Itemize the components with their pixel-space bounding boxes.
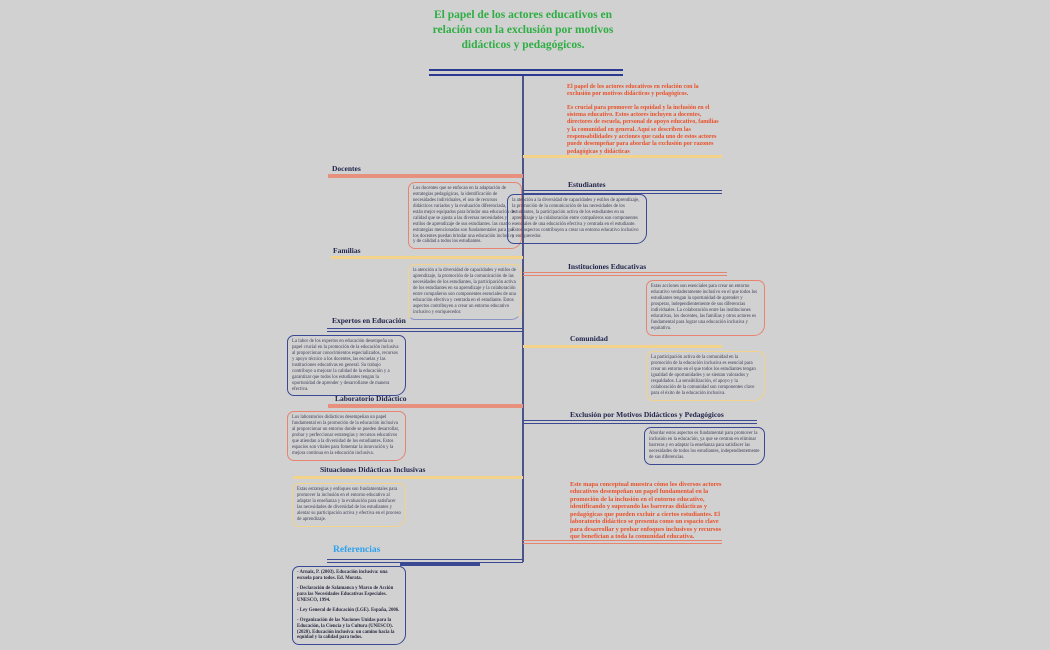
node-note-laboratorio[interactable]: Los laboratorios didácticos desempeñan un papel fundamental en la promoción de la educación inclusiva al proporcionar un entorno donde se pueden desarrollar, probar y perfeccionar estrategias y recursos educativos que atiendan a la diversidad de los estudiantes. Estos espacios son vitales para fomentar la innovación y la mejora continua en la educación inclusiva.: [287, 411, 406, 461]
reference-item: - Declaración de Salamanca y Marco de Acción para las Necesidades Educativas Especiales. UNESCO, 1994.: [297, 585, 394, 603]
reference-item: - Ley General de Educación (LGE). España, 2006.: [297, 607, 400, 613]
node-note-familias[interactable]: la atención a la diversidad de capacidades y estilos de aprendizaje, la promoción de la comunicación de las necesidades de los estudiantes, la participación activa de los estudiantes en su aprendizaje y la colaboración entre compañeros son componentes esenciales de una educación efectiva y centrada en el estudiante. Estos aspectos contribuyen a crear un entorno educativo inclusivo y enriquecedor.: [408, 264, 522, 320]
reference-item: - Organización de las Naciones Unidas para la Educación, la Ciencia y la Cultura (UNESCO). (2020). Educación inclusiva: un camino hacia la equidad y la calidad para todos.: [297, 617, 395, 641]
central-topic-title[interactable]: El papel de los actores educativos en relación con la exclusión por motivos didácticos y pedagógicos.: [432, 9, 614, 51]
node-label-exclusion[interactable]: Exclusión por Motivos Didácticos y Pedagógicos: [570, 410, 724, 419]
map-spine-line: [522, 76, 524, 562]
node-note-situaciones[interactable]: Estas estrategias y enfoques son fundamentales para promover la inclusión en el entorno educativo al adaptar la enseñanza y la evaluación para satisfacer las necesidades de diversidad de los estudiantes y alentar su participación activa y efectiva en el proceso de aprendizaje.: [292, 483, 406, 527]
intro-heading: El papel de los actores educativos en relación con la exclusión por motivos didácticos y pedagógicos.: [567, 84, 699, 98]
node-note-comunidad[interactable]: La participación activa de la comunidad en la promoción de la educación inclusiva es esencial para crear un entorno en el que todos los estudiantes tengan igualdad de oportunidades y se sientan valorados y respaldados. La sensibilización, el apoyo y la colaboración de la comunidad son componentes clave para el éxito de la educación inclusiva.: [646, 351, 765, 401]
node-label-situaciones[interactable]: Situaciones Didácticas Inclusivas: [320, 465, 426, 474]
node-label-referencias[interactable]: Referencias: [333, 545, 381, 555]
branch-line-docentes: [328, 174, 523, 178]
title-underline: [429, 69, 623, 76]
branch-line-comunidad: [523, 345, 722, 348]
branch-line-familias: [331, 256, 523, 259]
branch-line-conclusion: [523, 540, 722, 544]
reference-item: - Arnaiz, P. (2003). Educación inclusiva: una escuela para todos. Ed. Morata.: [297, 570, 388, 581]
branch-line-referencias-accent: [400, 563, 480, 566]
conclusion-note[interactable]: Este mapa conceptual muestra cómo los diversos actores educativos desempeñan un papel fundamental en la promoción de la inclusión en el entorno educativo, identificando y superando las barreras didácticas y pedagógicas que pueden excluir a ciertos estudiantes. El laboratorio didáctico se presenta como un espacio clave para desarrollar y probar enfoques inclusivos y recursos que benefician a toda la comunidad educativa.: [570, 481, 722, 540]
branch-line-laboratorio: [328, 404, 523, 408]
branch-line-expertos: [327, 328, 523, 332]
node-label-expertos[interactable]: Expertos en Educación: [332, 316, 406, 325]
node-label-instituciones[interactable]: Instituciones Educativas: [568, 262, 647, 271]
intro-note[interactable]: [567, 84, 723, 162]
node-note-expertos[interactable]: La labor de los expertos en educación desempeña un papel crucial en la promoción de la educación inclusiva al proporcionar conocimientos especializados, recursos y apoyo técnico a los docentes, las escuelas y las instituciones educativas en general. Su trabajo contribuye a mejorar la calidad de la educación y a garantizar que todos los estudiantes tengan la oportunidad de aprender y desarrollarse de manera efectiva.: [287, 335, 406, 396]
node-note-instituciones[interactable]: Estas acciones son esenciales para crear un entorno educativo verdaderamente inclusivo en el que todos los estudiantes tengan la oportunidad de aprender y prosperar, independientemente de sus diferencias individuales. La colaboración entre las instituciones educativas, los docentes, las familias y otros actores es fundamental para lograr una educación inclusiva y equitativa.: [646, 280, 765, 336]
node-label-laboratorio[interactable]: Laboratorio Didáctico: [335, 394, 407, 403]
branch-line-instituciones: [523, 272, 727, 276]
node-note-exclusion[interactable]: Abordar estos aspectos es fundamental para promover la inclusión en la educación, ya que se centran en eliminar barreras y en adaptar la enseñanza para satisfacer las necesidades de todos los estudiantes, independientemente de sus diferencias.: [644, 427, 765, 465]
node-note-docentes[interactable]: Los docentes que se enfocan en la adaptación de estrategias pedagógicas, la identificación de necesidades individuales, el uso de recursos didácticos variados y la evaluación diferenciada, están mejor equipados para brindar una educación de calidad que se ajusta a las diversas necesidades y estilos de aprendizaje de sus estudiantes. las cuatro estrategias mencionadas son fundamentales para que los docentes puedan brindar una educación inclusiva y de calidad a todos los estudiantes.: [408, 182, 522, 249]
node-label-docentes[interactable]: Docentes: [332, 164, 361, 173]
branch-line-exclusion: [523, 420, 757, 424]
node-note-referencias[interactable]: [292, 566, 406, 645]
node-label-estudiantes[interactable]: Estudiantes: [568, 180, 606, 189]
node-label-familias[interactable]: Familias: [333, 246, 361, 255]
intro-body: Es crucial para promover la equidad y la inclusión en el sistema educativo. Estos actores incluyen a docentes, directores de escuela, personal de apoyo educativo, familias y la comunidad en general. Aquí se describen las responsabilidades y acciones que cada uno de estos actores puede desempeñar para abordar la exclusión por razones pedagógicas y didácticas: [567, 104, 719, 155]
node-note-estudiantes[interactable]: la atención a la diversidad de capacidades y estilos de aprendizaje, la promoción de la comunicación de las necesidades de los estudiantes, la participación activa de los estudiantes en su aprendizaje y la colaboración entre compañeros son componentes esenciales de una educación efectiva y centrada en el estudiante. Estos aspectos contribuyen a crear un entorno educativo inclusivo y enriquecedor.: [507, 194, 647, 244]
branch-line-situaciones: [293, 476, 523, 479]
node-label-comunidad[interactable]: Comunidad: [570, 334, 608, 343]
